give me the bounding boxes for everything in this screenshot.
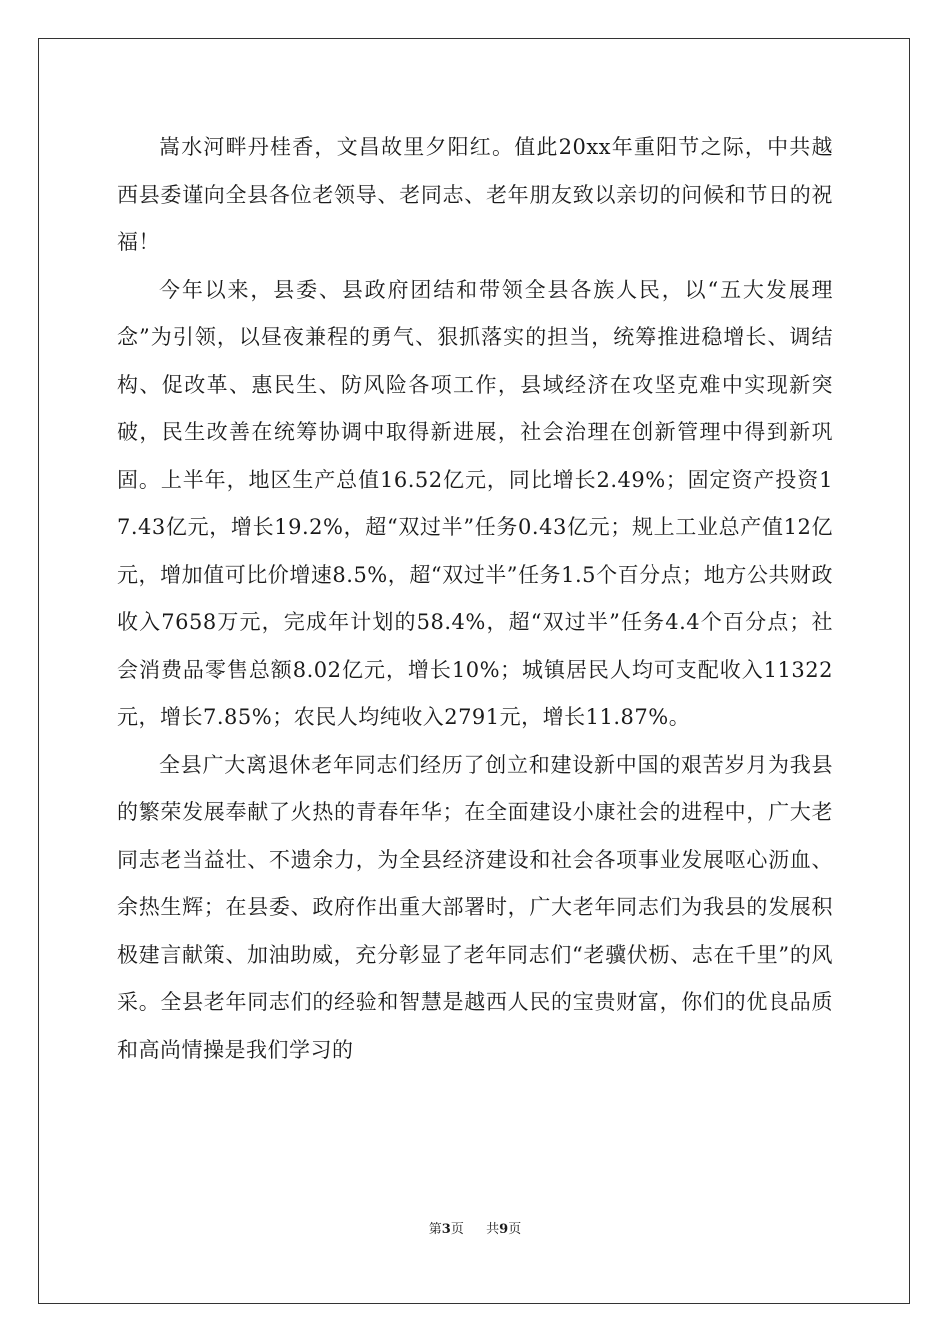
page-suffix: 页: [450, 1222, 464, 1237]
total-pages-number: 9: [499, 1222, 509, 1237]
page-footer: [0, 1218, 950, 1237]
page-number: 3: [441, 1222, 451, 1237]
total-prefix: 共: [486, 1222, 500, 1237]
paragraph-economy: 今年以来，县委、县政府团结和带领全县各族人民，以“五大发展理念”为引领，以昼夜兼程的勇气、狠抓落实的担当，统筹推进稳增长、调结构、促改革、惠民生、防风险各项工作，县域经济在攻坚克难中实现新突破，民生改善在统筹协调中取得新进展，社会治理在创新管理中得到新巩固。上半年，地区生产总值16.52亿元，同比增长2.49%；固定资产投资17.43亿元，增长19.2%，超“双过半”任务0.43亿元；规上工业总产值12亿元，增加值可比价增速8.5%，超“双过半”任务1.5个百分点；地方公共财政收入7658万元，完成年计划的58.4%，超“双过半”任务4.4个百分点；社会消费品零售总额8.02亿元，增长10%；城镇居民人均可支配收入11322元，增长7.85%；农民人均纯收入2791元，增长11.87%。: [117, 277, 833, 729]
page-indicator: [429, 1218, 464, 1237]
document-body: [117, 124, 833, 1074]
page-prefix: 第: [428, 1222, 442, 1237]
paragraph-veterans: 全县广大离退休老年同志们经历了创立和建设新中国的艰苦岁月为我县的繁荣发展奉献了火热的青春年华；在全面建设小康社会的进程中，广大老同志老当益壮、不遗余力，为全县经济建设和社会各项事业发展呕心沥血、余热生辉；在县委、政府作出重大部署时，广大老年同志们为我县的发展积极建言献策、加油助威，充分彰显了老年同志们“老骥伏枥、志在千里”的风采。全县老年同志们的经验和智慧是越西人民的宝贵财富，你们的优良品质和高尚情操是我们学习的: [117, 752, 833, 1062]
paragraph-greeting: 嵩水河畔丹桂香，文昌故里夕阳红。值此20xx年重阳节之际，中共越西县委谨向全县各位老领导、老同志、老年朋友致以亲切的问候和节日的祝福！: [117, 135, 833, 254]
total-suffix: 页: [508, 1222, 522, 1237]
total-pages-indicator: [486, 1218, 521, 1237]
